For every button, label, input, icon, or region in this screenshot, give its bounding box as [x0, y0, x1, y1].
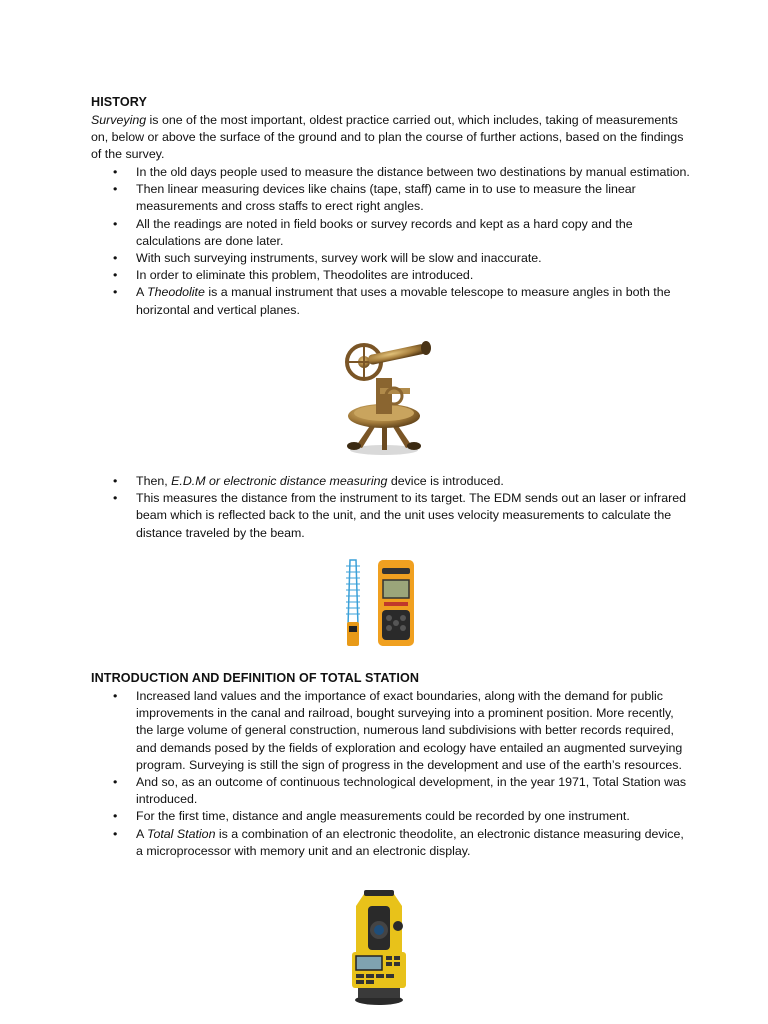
bullet-marker: •: [113, 268, 118, 283]
history-heading: HISTORY: [91, 95, 147, 109]
total-station-image: [346, 890, 412, 1006]
theodolite-term: Theodolite: [147, 285, 205, 300]
edm-bullet-list: [91, 473, 691, 542]
bullet-marker: •: [113, 826, 118, 841]
list-item: [91, 688, 691, 774]
intro-text: is one of the most important, oldest practice carried out, which includes, taking of measurements on, below or above the surface of the ground and to plan the course of further actions, based on the findings of the survey.: [91, 113, 684, 162]
bullet-marker: •: [113, 165, 118, 179]
bullet-marker: •: [113, 474, 118, 488]
bullet-marker: •: [113, 182, 118, 197]
list-item: [91, 808, 691, 825]
bullet-marker: •: [113, 491, 118, 506]
list-item-text: Then linear measuring devices like chains (tape, staff) came in to use to measure the linear measurements and cross staffs to erect right angles.: [136, 182, 636, 214]
list-item: [91, 490, 691, 542]
list-item: [91, 267, 691, 284]
bullet-marker: •: [113, 285, 118, 300]
list-item-text: Increased land values and the importance of exact boundaries, along with the demand for public improvements in the canal and railroad, bought surveying into a prominent position. More recently, the large volume of general construction, numerous land subdivisions with better records required, and demands posed by the fields of exploration and ecology have entailed an augmented surveying program. Surveying is still the sign of progress in the development and use of the earth’s resources.: [136, 689, 683, 772]
list-item: [91, 473, 691, 490]
list-item: [91, 826, 691, 860]
total-station-heading: INTRODUCTION AND DEFINITION OF TOTAL STATION: [91, 671, 420, 685]
list-item-text: All the readings are noted in field books or survey records and kept as a hard copy and the calculations are done later.: [136, 216, 633, 248]
list-item: [91, 774, 691, 808]
theodolite-image: [334, 338, 434, 456]
list-item-text: This measures the distance from the instrument to its target. The EDM sends out an laser or infrared beam which is reflected back to the unit, and the unit uses velocity measurements to calculate the distance traveled by the beam.: [136, 491, 687, 540]
list-item-text: Then,: [136, 474, 172, 488]
bullet-marker: •: [113, 809, 118, 824]
list-item: [91, 216, 691, 250]
edm-term: E.D.M or electronic distance measuring: [171, 474, 388, 488]
list-item-text: And so, as an outcome of continuous technological development, in the year 1971, Total Station was introduced.: [136, 775, 687, 807]
total-station-term: Total Station: [147, 826, 216, 841]
history-intro: [91, 112, 691, 164]
bullet-marker: •: [113, 251, 118, 266]
list-item-text: A: [136, 826, 148, 841]
list-item-text: For the first time, distance and angle measurements could be recorded by one instrument.: [136, 809, 630, 824]
list-item-text: With such surveying instruments, survey work will be slow and inaccurate.: [136, 251, 542, 266]
list-item-text: is a combination of an electronic theodolite, an electronic distance measuring device, a microprocessor with memory unit and an electronic display.: [136, 826, 684, 858]
list-item-text: In order to eliminate this problem, Theodolites are introduced.: [136, 268, 474, 283]
bullet-marker: •: [113, 689, 118, 703]
list-item: [91, 181, 691, 215]
list-item: [91, 250, 691, 267]
list-item: [91, 284, 691, 318]
history-bullet-list: [91, 164, 691, 319]
list-item-text: In the old days people used to measure the distance between two destinations by manual estimation.: [136, 165, 690, 179]
list-item-text: device is introduced.: [387, 474, 504, 488]
list-item-text: is a manual instrument that uses a movable telescope to measure angles in both the horizontal and vertical planes.: [136, 285, 671, 317]
list-item-text: A: [136, 285, 148, 300]
intro-term: Surveying: [91, 113, 147, 127]
bullet-marker: •: [113, 216, 118, 231]
bullet-marker: •: [113, 775, 118, 790]
total-station-bullet-list: [91, 688, 691, 860]
edm-device-image: [340, 556, 420, 648]
list-item: [91, 164, 691, 181]
